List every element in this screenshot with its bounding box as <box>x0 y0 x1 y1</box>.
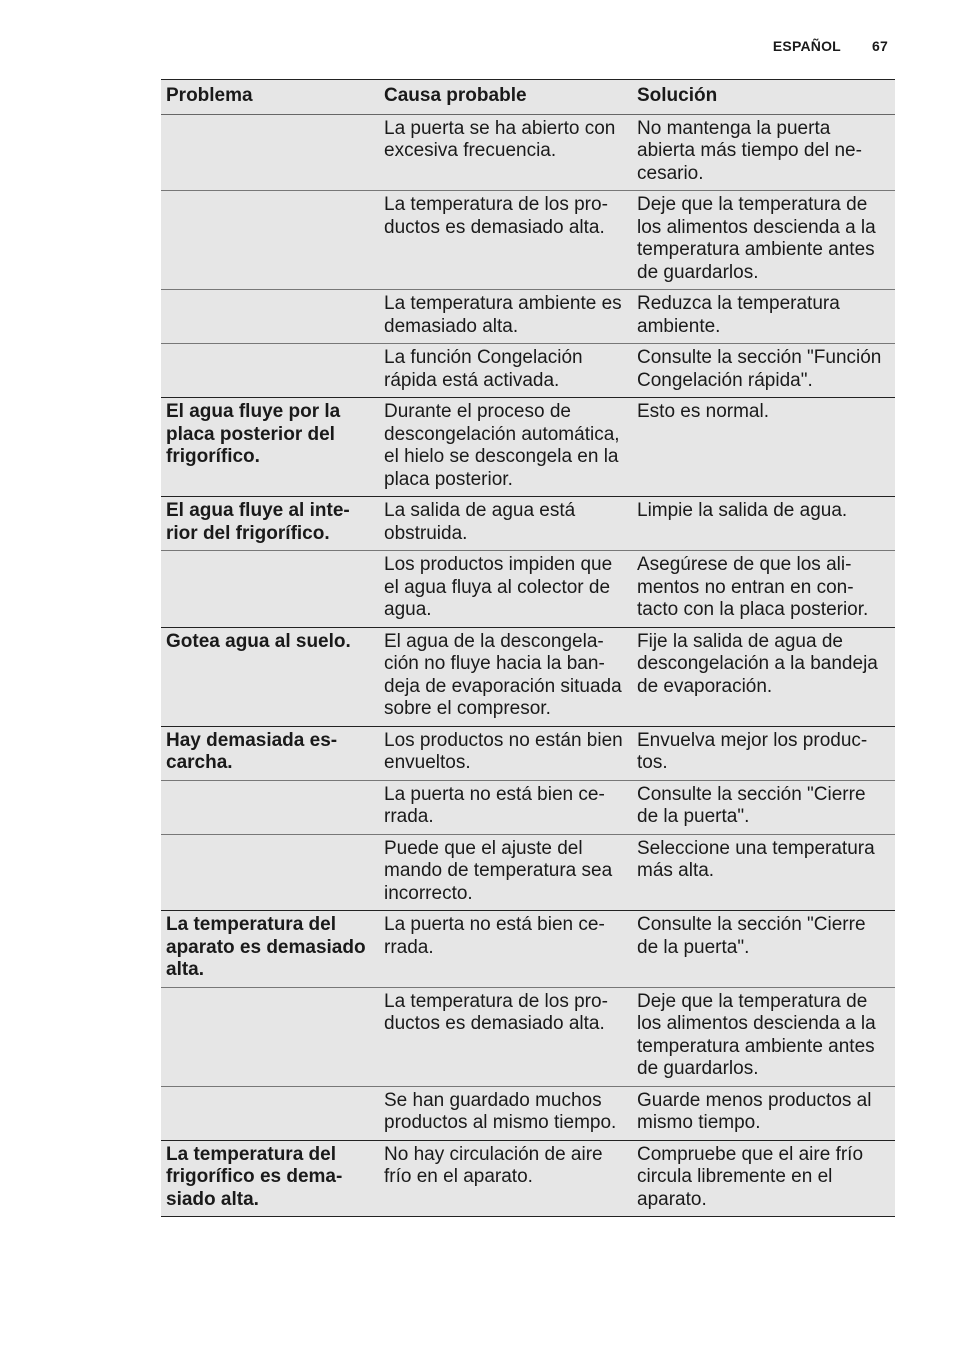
cell-problem <box>161 1086 379 1140</box>
table-row <box>161 551 895 628</box>
cell-solution: No mantenga la puerta abierta más tiempo del necesario. <box>632 114 895 191</box>
cell-problem <box>161 344 379 398</box>
cell-cause: La puerta no está bien cerrada. <box>379 911 632 988</box>
language-label: ESPAÑOL <box>772 38 841 54</box>
table-row <box>161 1140 895 1217</box>
table-row <box>161 911 895 988</box>
cell-solution: Reduzca la temperatura ambiente. <box>632 290 895 344</box>
cell-cause: La puerta no está bien cerrada. <box>379 780 632 834</box>
cell-cause: Durante el proceso de descongelación automática, el hielo se descongela en la placa posterior. <box>379 398 632 497</box>
table-row <box>161 780 895 834</box>
column-header-solution: Solución <box>632 80 895 115</box>
table-row <box>161 987 895 1086</box>
cell-solution: Consulte la sección "Cierre de la puerta". <box>632 911 895 988</box>
cell-problem: La temperatura del aparato es demasiado alta. <box>161 911 379 988</box>
cell-problem: Gotea agua al suelo. <box>161 627 379 726</box>
cell-solution: Envuelva mejor los productos. <box>632 726 895 780</box>
cell-problem <box>161 191 379 290</box>
table-row <box>161 191 895 290</box>
table-row <box>161 627 895 726</box>
cell-problem <box>161 551 379 628</box>
cell-cause: La salida de agua está obstruida. <box>379 497 632 551</box>
troubleshooting-table <box>161 79 895 1217</box>
cell-cause: La temperatura ambiente es demasiado alta. <box>379 290 632 344</box>
cell-problem <box>161 987 379 1086</box>
page-header <box>773 38 888 54</box>
column-header-problem: Problema <box>161 80 379 115</box>
cell-problem <box>161 780 379 834</box>
cell-solution: Asegúrese de que los alimentos no entran en contacto con la placa posterior. <box>632 551 895 628</box>
table-row <box>161 726 895 780</box>
table-row <box>161 398 895 497</box>
table-row <box>161 114 895 191</box>
cell-cause: La puerta se ha abierto con excesiva frecuencia. <box>379 114 632 191</box>
cell-cause: Se han guardado muchos productos al mismo tiempo. <box>379 1086 632 1140</box>
table-row <box>161 834 895 911</box>
table-row <box>161 497 895 551</box>
cell-solution: Guarde menos productos al mismo tiempo. <box>632 1086 895 1140</box>
column-header-cause: Causa probable <box>379 80 632 115</box>
cell-problem <box>161 290 379 344</box>
page-number: 67 <box>872 38 888 54</box>
cell-solution: Consulte la sección "Cierre de la puerta". <box>632 780 895 834</box>
cell-problem <box>161 114 379 191</box>
cell-solution: Fije la salida de agua de descongelación a la bandeja de evaporación. <box>632 627 895 726</box>
cell-solution: Deje que la temperatura de los alimentos descienda a la temperatura ambiente antes de guardarlos. <box>632 191 895 290</box>
cell-solution: Seleccione una temperatura más alta. <box>632 834 895 911</box>
cell-solution: Deje que la temperatura de los alimentos descienda a la temperatura ambiente antes de guardarlos. <box>632 987 895 1086</box>
cell-cause: La función Congelación rápida está activada. <box>379 344 632 398</box>
table-header-row <box>161 80 895 115</box>
table-row <box>161 1086 895 1140</box>
cell-solution: Compruebe que el aire frío circula libremente en el aparato. <box>632 1140 895 1217</box>
cell-solution: Limpie la salida de agua. <box>632 497 895 551</box>
table-row <box>161 290 895 344</box>
cell-cause: La temperatura de los productos es demasiado alta. <box>379 987 632 1086</box>
cell-problem: El agua fluye al interior del frigorífico. <box>161 497 379 551</box>
cell-cause: No hay circulación de aire frío en el aparato. <box>379 1140 632 1217</box>
cell-problem: Hay demasiada escarcha. <box>161 726 379 780</box>
cell-cause: Los productos no están bien envueltos. <box>379 726 632 780</box>
cell-problem: La temperatura del frigorífico es demasiado alta. <box>161 1140 379 1217</box>
cell-solution: Esto es normal. <box>632 398 895 497</box>
cell-cause: La temperatura de los productos es demasiado alta. <box>379 191 632 290</box>
cell-cause: Puede que el ajuste del mando de temperatura sea incorrecto. <box>379 834 632 911</box>
cell-cause: El agua de la descongelación no fluye hacia la bandeja de evaporación situada sobre el compresor. <box>379 627 632 726</box>
cell-problem <box>161 834 379 911</box>
cell-cause: Los productos impiden que el agua fluya al colector de agua. <box>379 551 632 628</box>
cell-problem: El agua fluye por la placa posterior del frigorífico. <box>161 398 379 497</box>
table-row <box>161 344 895 398</box>
cell-solution: Consulte la sección "Función Congelación rápida". <box>632 344 895 398</box>
